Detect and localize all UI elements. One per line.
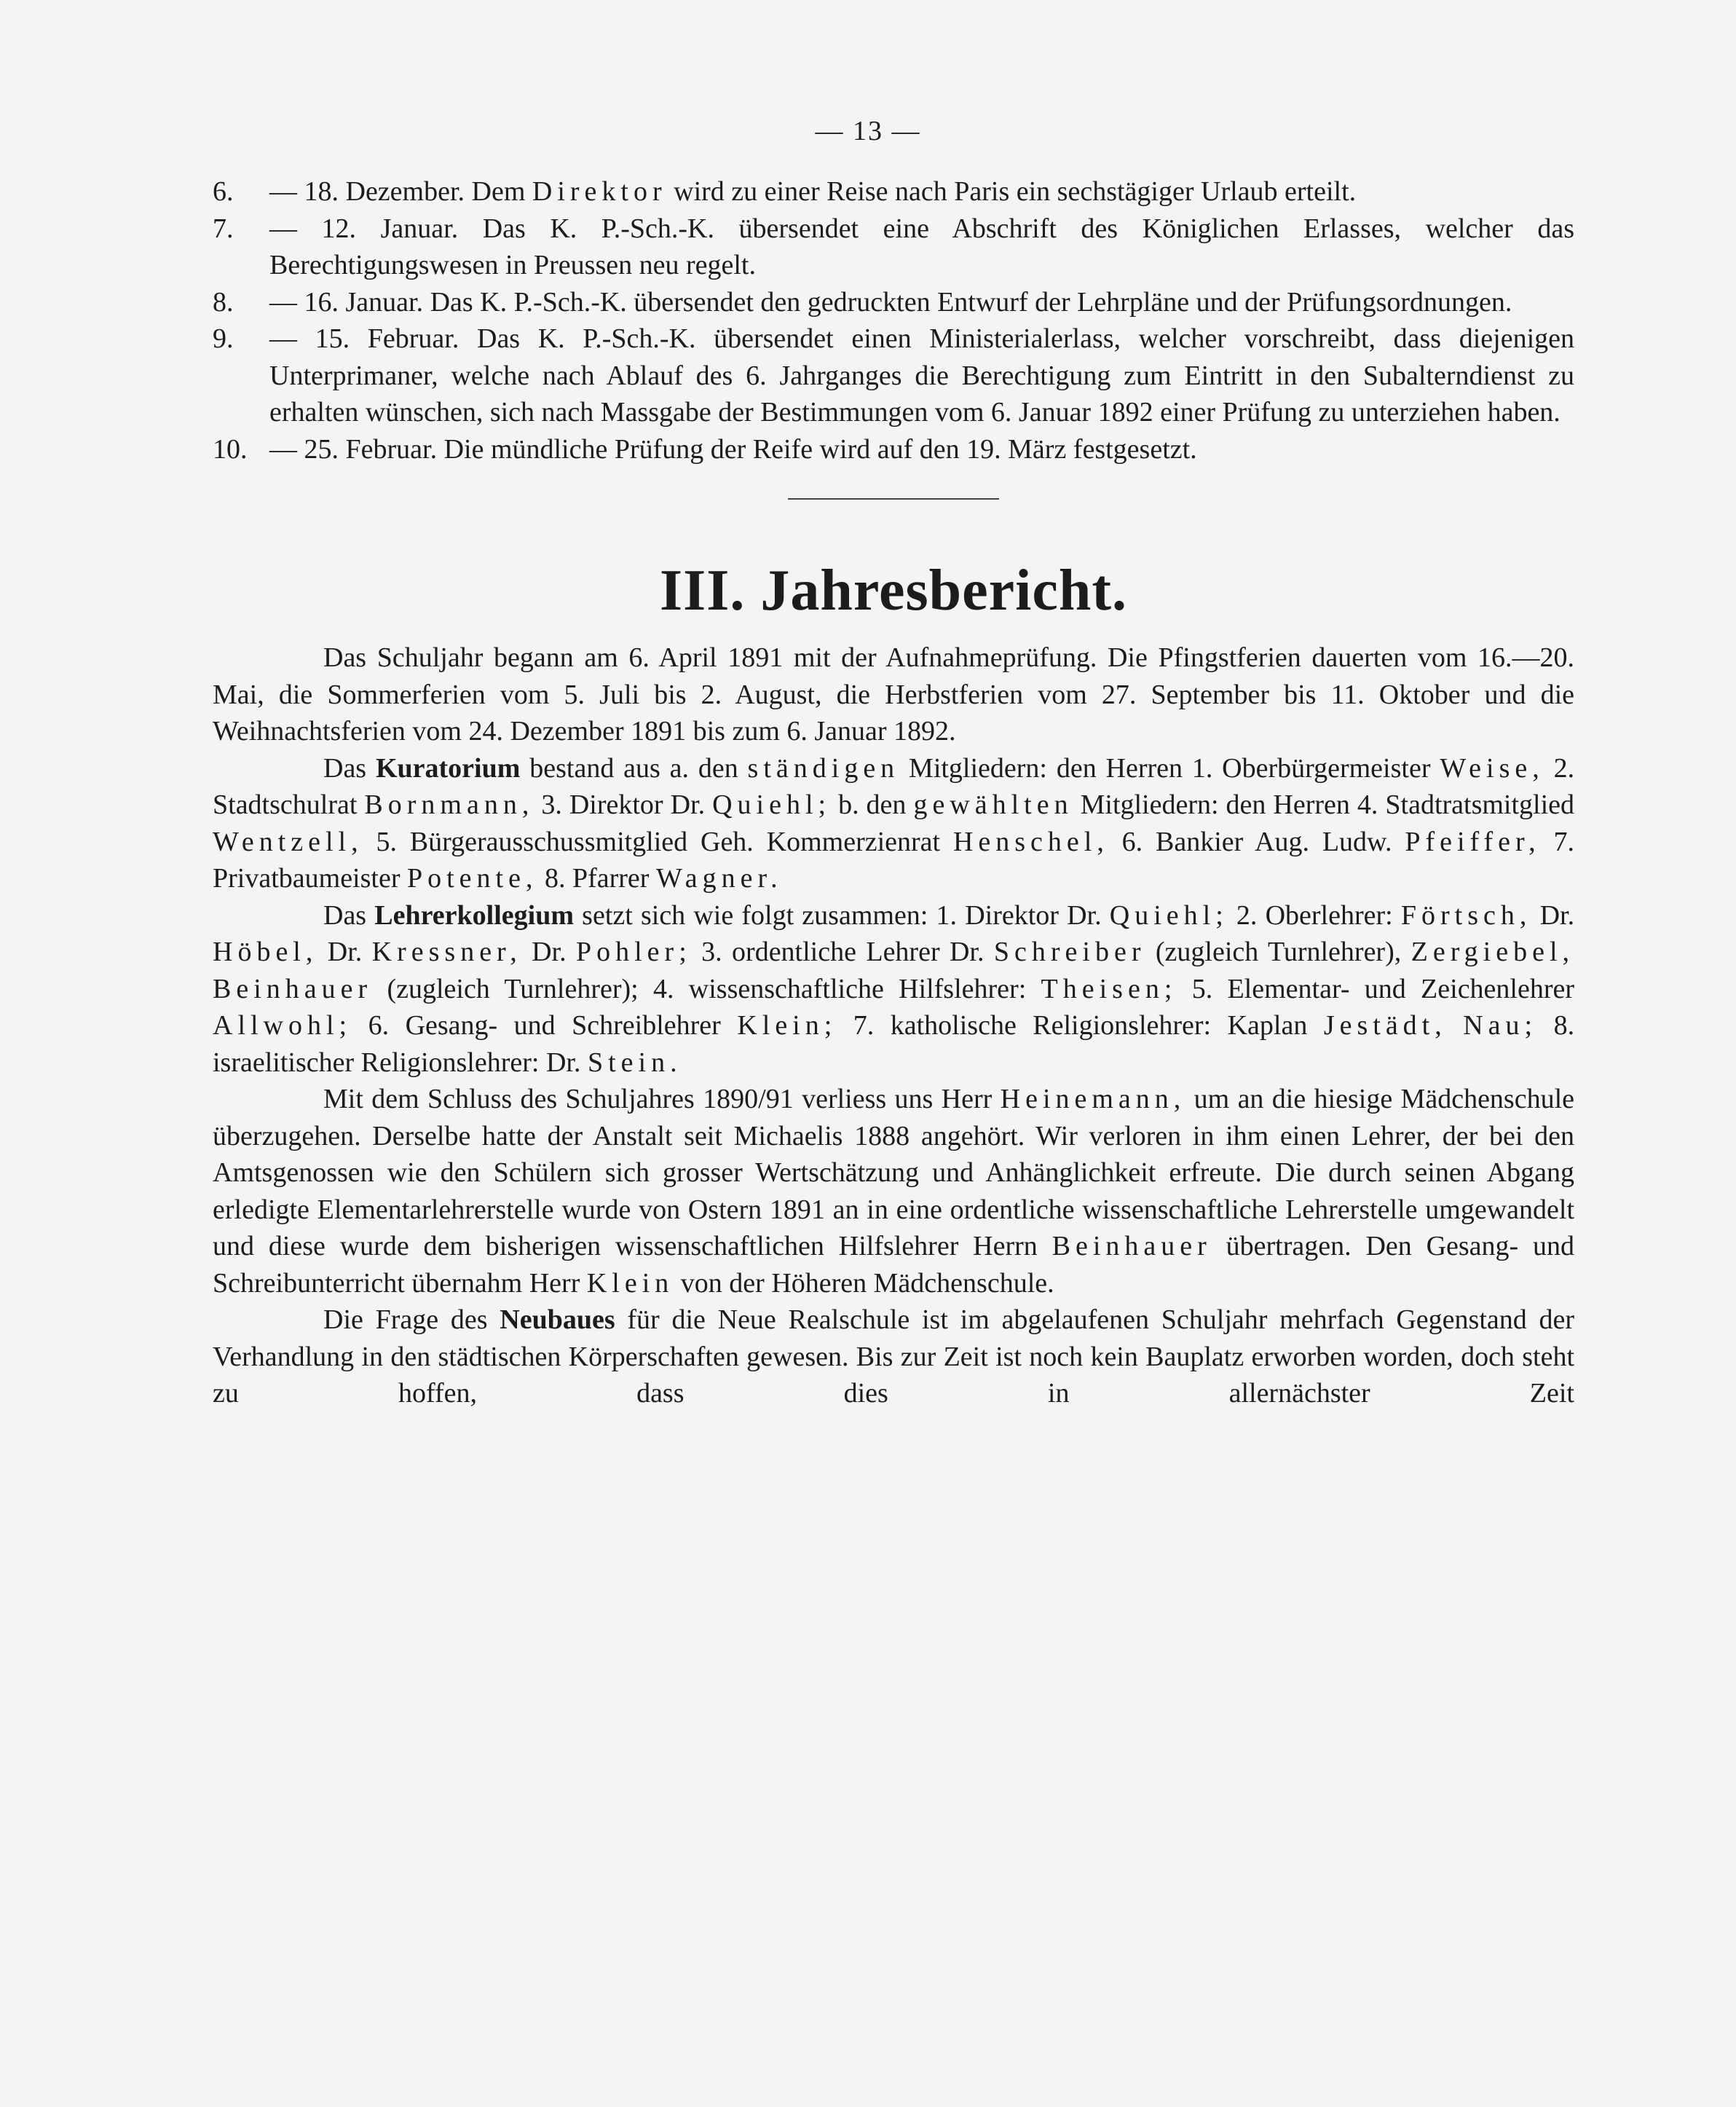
bold-term: Neubaues bbox=[500, 1304, 615, 1335]
text-run: 2. Stadtschulrat bbox=[213, 752, 1575, 820]
text-run: 7. katholische Religionslehrer: Kaplan bbox=[853, 1010, 1308, 1041]
text-run: Dr. bbox=[532, 937, 567, 967]
spaced-name: Klein bbox=[586, 1267, 674, 1299]
spaced-name: Heinemann, bbox=[1000, 1084, 1186, 1114]
text-run: bestand aus a. den bbox=[529, 752, 738, 784]
spaced-name: Pohler; bbox=[575, 937, 692, 967]
text-run: Mitgliedern: den Herren 4. Stadtratsmitglied bbox=[1080, 789, 1575, 820]
entry-number: 8. bbox=[213, 286, 234, 318]
spaced-word: Direktor bbox=[532, 176, 667, 207]
text-run: Die Frage des bbox=[323, 1304, 488, 1335]
text-run: setzt sich wie folgt zusammen: 1. Direktor Dr. bbox=[582, 899, 1102, 931]
text-run: (zugleich Turnlehrer), bbox=[1155, 937, 1402, 967]
chronicle-entry bbox=[213, 173, 1574, 210]
paragraph-kuratorium bbox=[213, 750, 1574, 897]
text-run: 8. Pfarrer bbox=[544, 863, 650, 894]
spaced-name: Quiehl; bbox=[712, 789, 832, 820]
entry-text: wird zu einer Reise nach Paris ein sechstägiger Urlaub erteilt. bbox=[674, 176, 1357, 207]
spaced-name: Potente, bbox=[406, 863, 538, 894]
spaced-word: gewählten bbox=[913, 789, 1073, 820]
text-run: um an die hiesige Mädchenschule überzugehen. Derselbe hatte der Anstalt seit Michaelis 1888 angehört. Wir verloren in ihm einen Lehrer, der bei den Amtsgenossen wie den Schülern sich grosser Wertschätzung und Anhänglichkeit erfreute. Die durch seinen Abgang erledigte Elementarlehrerstelle wurde von Ostern 1891 an in eine ordentliche wissenschaftliche Lehrerstelle umgewandelt und diese wurde dem bisherigen wissenschaftlichen Hilfslehrer Herrn bbox=[213, 1084, 1575, 1261]
paragraph-staff-changes bbox=[213, 1081, 1574, 1301]
spaced-name: Beinhauer bbox=[1052, 1231, 1212, 1261]
entry-text: Die mündliche Prüfung der Reife wird auf den 19. März festgesetzt. bbox=[443, 433, 1197, 465]
section-divider bbox=[788, 498, 999, 500]
text-run: für die Neue Realschule ist im abgelaufenen Schuljahr mehrfach Gegenstand der Verhandlung in den städtischen Körperschaften gewesen. Bis zur Zeit ist noch kein Bauplatz erworben worden, doch steht zu hoffen, dass dies in allernächster Zeit bbox=[213, 1304, 1575, 1409]
spaced-name: Wentzell, bbox=[213, 826, 363, 857]
page-number: — 13 — bbox=[815, 116, 921, 146]
text-run: 7. Privatbaumeister bbox=[213, 826, 1575, 894]
text-run: 3. ordentliche Lehrer Dr. bbox=[701, 937, 985, 967]
text-run: 5. Bürgerausschussmitglied Geh. Kommerzienrat bbox=[376, 826, 941, 857]
entry-number: 10. bbox=[213, 433, 248, 465]
chronicle-entry bbox=[213, 431, 1574, 468]
spaced-word: ständigen bbox=[747, 752, 900, 784]
spaced-name: Theisen; bbox=[1041, 973, 1177, 1004]
chronicle-entry bbox=[213, 210, 1574, 284]
chronicle-entry bbox=[213, 320, 1574, 431]
text-run: Das bbox=[323, 899, 367, 931]
paragraph-neubau bbox=[213, 1301, 1574, 1412]
spaced-name: Nau; bbox=[1463, 1010, 1538, 1041]
spaced-name: Stein. bbox=[587, 1047, 682, 1078]
spaced-name: Jestädt, bbox=[1323, 1010, 1447, 1041]
text-run: b. den bbox=[838, 789, 907, 820]
bold-term: Lehrerkollegium bbox=[374, 899, 574, 931]
text-run: 3. Direktor Dr. bbox=[541, 789, 706, 820]
text-run: Mit dem Schluss des Schuljahres 1890/91 verliess uns Herr bbox=[323, 1084, 993, 1114]
text-run: Dr. bbox=[327, 937, 363, 967]
text-run: übertragen. Den Gesang- und Schreibunterricht übernahm Herr bbox=[213, 1231, 1575, 1299]
spaced-name: Weise, bbox=[1440, 752, 1544, 784]
paragraph-lehrerkollegium bbox=[213, 897, 1574, 1082]
text-run: Dr. bbox=[1539, 899, 1575, 931]
spaced-name: Pfeiffer, bbox=[1405, 826, 1541, 857]
entry-number: 9. bbox=[213, 323, 234, 354]
section-heading: III. Jahresbericht. bbox=[660, 559, 1127, 623]
text-run: 5. Elementar- und Zeichenlehrer bbox=[1191, 973, 1575, 1004]
text-run: Mitgliedern: den Herren 1. Oberbürgermeister bbox=[909, 752, 1431, 784]
chronicle-entry bbox=[213, 284, 1574, 321]
entry-text: Dem bbox=[471, 176, 526, 207]
entry-number: 6. bbox=[213, 176, 234, 207]
entry-date: — 25. Februar. bbox=[269, 433, 438, 465]
spaced-name: Förtsch, bbox=[1400, 899, 1532, 931]
page-body bbox=[213, 173, 1574, 1412]
spaced-name: Zergiebel, bbox=[1410, 937, 1575, 967]
text-run: 2. Oberlehrer: bbox=[1236, 899, 1393, 931]
spaced-name: Klein; bbox=[737, 1010, 837, 1041]
spaced-name: Schreiber bbox=[993, 937, 1146, 967]
spaced-name: Bornmann, bbox=[364, 789, 534, 820]
entry-date: — 18. Dezember. bbox=[269, 176, 465, 207]
spaced-name: Höbel, bbox=[213, 937, 318, 967]
text-run: 6. Bankier Aug. Ludw. bbox=[1121, 826, 1392, 857]
entry-date: — 15. Februar. bbox=[269, 323, 459, 354]
text-run: von der Höheren Mädchenschule. bbox=[680, 1267, 1054, 1299]
paragraph-school-year: Das Schuljahr begann am 6. April 1891 mit der Aufnahmeprüfung. Die Pfingstferien dauerten vom 16.—20. Mai, die Sommerferien vom 5. Juli bis 2. August, die Herbstferien vom 27. September bis 11. Oktober und die Weihnachtsferien vom 24. Dezember 1891 bis zum 6. Januar 1892. bbox=[213, 642, 1574, 747]
entry-text: Das K. P.-Sch.-K. übersendet einen Ministerialerlass, welcher vorschreibt, dass diejenigen Unterprimaner, welche nach Ablauf des 6. Jahrganges die Berechtigung zum Eintritt in den Subalterndienst zu erhalten wünschen, sich nach Massgabe der Bestimmungen vom 6. Januar 1892 einer Prüfung zu unterziehen haben. bbox=[269, 323, 1575, 428]
spaced-name: Allwohl; bbox=[213, 1010, 352, 1041]
spaced-name: Quiehl; bbox=[1109, 899, 1228, 931]
spaced-name: Wagner. bbox=[655, 863, 783, 894]
chronicle-entries bbox=[213, 173, 1574, 468]
text-run: 8. israelitischer Religionslehrer: Dr. bbox=[213, 1010, 1575, 1078]
spaced-name: Beinhauer bbox=[213, 973, 373, 1004]
text-run: 6. Gesang- und Schreiblehrer bbox=[368, 1010, 721, 1041]
entry-date: — 16. Januar. bbox=[269, 286, 424, 318]
text-run: (zugleich Turnlehrer); 4. wissenschaftliche Hilfslehrer: bbox=[387, 973, 1027, 1004]
entry-text: Das K. P.-Sch.-K. übersendet eine Abschrift des Königlichen Erlasses, welcher das Berechtigungswesen in Preussen neu regelt. bbox=[269, 213, 1575, 280]
text-run: Das bbox=[323, 752, 367, 784]
spaced-name: Kressner, bbox=[371, 937, 522, 967]
entry-number: 7. bbox=[213, 213, 234, 244]
bold-term: Kuratorium bbox=[375, 752, 521, 784]
spaced-name: Henschel, bbox=[952, 826, 1109, 857]
entry-text: Das K. P.-Sch.-K. übersendet den gedruckten Entwurf der Lehrpläne und der Prüfungsordnungen. bbox=[430, 286, 1512, 318]
entry-date: — 12. Januar. bbox=[269, 213, 459, 244]
